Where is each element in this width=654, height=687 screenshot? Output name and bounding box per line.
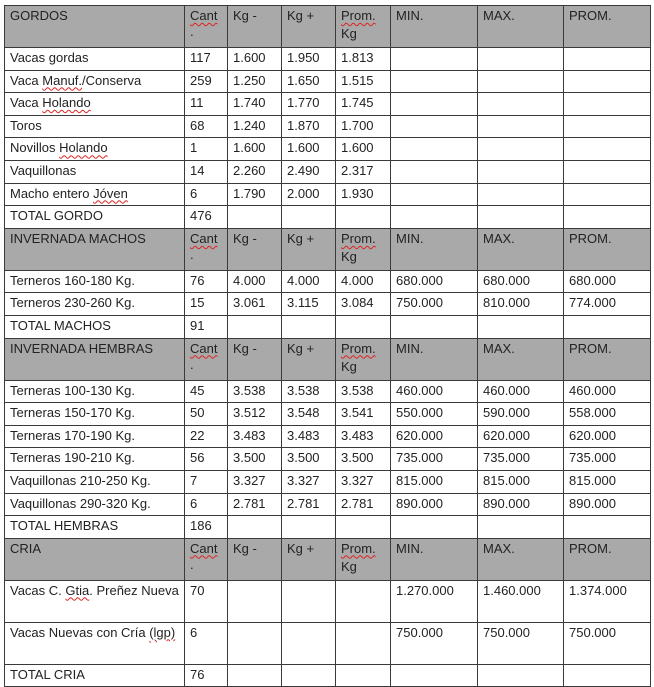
table-row <box>5 448 651 471</box>
cant: 22 <box>185 425 228 448</box>
table-row <box>5 580 651 622</box>
col-kg-max: Kg + <box>282 228 336 270</box>
kg-max: 1.870 <box>282 115 336 138</box>
max: 810.000 <box>478 293 564 316</box>
min: 1.270.000 <box>391 580 478 622</box>
prom-kg: 3.483 <box>336 425 391 448</box>
kg-max: 2.000 <box>282 183 336 206</box>
row-name: Novillos Holando <box>5 138 185 161</box>
col-prom-kg: Prom. Kg <box>336 338 391 380</box>
cant: 117 <box>185 48 228 71</box>
prom-kg: 1.600 <box>336 138 391 161</box>
prom-kg: 3.500 <box>336 448 391 471</box>
prom: 460.000 <box>564 380 651 403</box>
min <box>391 70 478 93</box>
min <box>391 160 478 183</box>
col-max: MAX. <box>478 538 564 580</box>
prom-kg: 3.327 <box>336 470 391 493</box>
table-row <box>5 293 651 316</box>
total-row <box>5 516 651 539</box>
kg-max: 3.483 <box>282 425 336 448</box>
kg-min: 1.790 <box>228 183 282 206</box>
col-min: MIN. <box>391 228 478 270</box>
kg-max: 3.500 <box>282 448 336 471</box>
total-cant: 476 <box>185 206 228 229</box>
cant: 15 <box>185 293 228 316</box>
cant: 76 <box>185 270 228 293</box>
max: 460.000 <box>478 380 564 403</box>
max <box>478 93 564 116</box>
kg-min: 3.538 <box>228 380 282 403</box>
min <box>391 93 478 116</box>
section-header-gordos <box>5 6 651 48</box>
min: 680.000 <box>391 270 478 293</box>
total-cant: 186 <box>185 516 228 539</box>
max: 750.000 <box>478 622 564 664</box>
cant: 1 <box>185 138 228 161</box>
col-cant: Cant . <box>185 538 228 580</box>
section-title: INVERNADA HEMBRAS <box>5 338 185 380</box>
cant: 259 <box>185 70 228 93</box>
max: 735.000 <box>478 448 564 471</box>
cant: 14 <box>185 160 228 183</box>
max <box>478 70 564 93</box>
kg-min: 3.500 <box>228 448 282 471</box>
max: 815.000 <box>478 470 564 493</box>
prom: 774.000 <box>564 293 651 316</box>
row-name: Terneros 160-180 Kg. <box>5 270 185 293</box>
max <box>478 160 564 183</box>
table-row <box>5 270 651 293</box>
section-header-cria <box>5 538 651 580</box>
kg-max: 3.548 <box>282 403 336 426</box>
col-prom-kg: Prom. Kg <box>336 228 391 270</box>
col-prom-kg: Prom. Kg <box>336 6 391 48</box>
kg-min: 1.600 <box>228 138 282 161</box>
total-row <box>5 315 651 338</box>
cant: 50 <box>185 403 228 426</box>
row-name: Terneras 100-130 Kg. <box>5 380 185 403</box>
kg-max: 4.000 <box>282 270 336 293</box>
kg-min: 1.740 <box>228 93 282 116</box>
min: 750.000 <box>391 293 478 316</box>
cant: 6 <box>185 183 228 206</box>
prom-kg: 3.084 <box>336 293 391 316</box>
max: 620.000 <box>478 425 564 448</box>
prom-kg <box>336 580 391 622</box>
col-prom: PROM. <box>564 538 651 580</box>
col-kg-max: Kg + <box>282 6 336 48</box>
table-row <box>5 403 651 426</box>
table-row <box>5 70 651 93</box>
kg-min <box>228 580 282 622</box>
kg-max: 3.115 <box>282 293 336 316</box>
col-kg-max: Kg + <box>282 538 336 580</box>
cant: 45 <box>185 380 228 403</box>
max <box>478 115 564 138</box>
col-kg-min: Kg - <box>228 338 282 380</box>
max: 1.460.000 <box>478 580 564 622</box>
kg-min: 1.600 <box>228 48 282 71</box>
prom-kg: 1.813 <box>336 48 391 71</box>
cant: 6 <box>185 622 228 664</box>
col-kg-min: Kg - <box>228 228 282 270</box>
table-row <box>5 470 651 493</box>
cant: 56 <box>185 448 228 471</box>
table-row <box>5 160 651 183</box>
table-row <box>5 48 651 71</box>
col-max: MAX. <box>478 338 564 380</box>
col-kg-min: Kg - <box>228 538 282 580</box>
kg-min: 2.781 <box>228 493 282 516</box>
table-row <box>5 183 651 206</box>
prom: 620.000 <box>564 425 651 448</box>
section-header-invernada-hembras <box>5 338 651 380</box>
prom-kg: 3.541 <box>336 403 391 426</box>
prom <box>564 115 651 138</box>
livestock-price-table <box>4 5 651 687</box>
min <box>391 115 478 138</box>
kg-max: 2.490 <box>282 160 336 183</box>
prom <box>564 183 651 206</box>
min: 735.000 <box>391 448 478 471</box>
prom <box>564 48 651 71</box>
col-min: MIN. <box>391 338 478 380</box>
prom-kg: 3.538 <box>336 380 391 403</box>
cant: 7 <box>185 470 228 493</box>
col-cant: Cant . <box>185 338 228 380</box>
table-row <box>5 93 651 116</box>
prom-kg: 1.515 <box>336 70 391 93</box>
kg-min: 2.260 <box>228 160 282 183</box>
prom-kg: 1.930 <box>336 183 391 206</box>
prom: 750.000 <box>564 622 651 664</box>
section-title: CRIA <box>5 538 185 580</box>
min: 460.000 <box>391 380 478 403</box>
cant: 11 <box>185 93 228 116</box>
total-label: TOTAL HEMBRAS <box>5 516 185 539</box>
prom-kg: 2.781 <box>336 493 391 516</box>
prom <box>564 138 651 161</box>
max: 680.000 <box>478 270 564 293</box>
kg-max <box>282 580 336 622</box>
row-name: Terneros 230-260 Kg. <box>5 293 185 316</box>
min <box>391 48 478 71</box>
min <box>391 138 478 161</box>
kg-max: 1.600 <box>282 138 336 161</box>
cant: 70 <box>185 580 228 622</box>
kg-min <box>228 622 282 664</box>
prom: 1.374.000 <box>564 580 651 622</box>
total-label: TOTAL CRIA <box>5 664 185 687</box>
prom: 680.000 <box>564 270 651 293</box>
prom-kg <box>336 622 391 664</box>
max <box>478 183 564 206</box>
kg-min: 3.327 <box>228 470 282 493</box>
max <box>478 138 564 161</box>
col-kg-max: Kg + <box>282 338 336 380</box>
total-row <box>5 664 651 687</box>
prom <box>564 160 651 183</box>
row-name: Vaquillonas 290-320 Kg. <box>5 493 185 516</box>
col-prom: PROM. <box>564 228 651 270</box>
row-name: Vaca Holando <box>5 93 185 116</box>
kg-max: 1.650 <box>282 70 336 93</box>
col-prom: PROM. <box>564 6 651 48</box>
prom: 815.000 <box>564 470 651 493</box>
col-cant: Cant . <box>185 6 228 48</box>
max <box>478 48 564 71</box>
prom <box>564 93 651 116</box>
table-row <box>5 115 651 138</box>
kg-max: 3.327 <box>282 470 336 493</box>
kg-min: 1.250 <box>228 70 282 93</box>
kg-max: 2.781 <box>282 493 336 516</box>
total-label: TOTAL MACHOS <box>5 315 185 338</box>
prom-kg: 2.317 <box>336 160 391 183</box>
prom-kg: 1.700 <box>336 115 391 138</box>
prom <box>564 70 651 93</box>
prom: 890.000 <box>564 493 651 516</box>
total-cant: 91 <box>185 315 228 338</box>
col-max: MAX. <box>478 6 564 48</box>
row-name: Vaquillonas 210-250 Kg. <box>5 470 185 493</box>
total-row <box>5 206 651 229</box>
cant: 68 <box>185 115 228 138</box>
section-title: INVERNADA MACHOS <box>5 228 185 270</box>
section-header-invernada-machos <box>5 228 651 270</box>
kg-min: 3.483 <box>228 425 282 448</box>
kg-max: 1.950 <box>282 48 336 71</box>
kg-max: 1.770 <box>282 93 336 116</box>
kg-min: 3.061 <box>228 293 282 316</box>
max: 590.000 <box>478 403 564 426</box>
min: 890.000 <box>391 493 478 516</box>
min: 815.000 <box>391 470 478 493</box>
section-title: GORDOS <box>5 6 185 48</box>
table-row <box>5 138 651 161</box>
min: 750.000 <box>391 622 478 664</box>
min <box>391 183 478 206</box>
row-name: Terneras 170-190 Kg. <box>5 425 185 448</box>
total-cant: 76 <box>185 664 228 687</box>
prom-kg: 4.000 <box>336 270 391 293</box>
prom: 735.000 <box>564 448 651 471</box>
table-row <box>5 493 651 516</box>
kg-max: 3.538 <box>282 380 336 403</box>
col-kg-min: Kg - <box>228 6 282 48</box>
kg-max <box>282 622 336 664</box>
table-row <box>5 425 651 448</box>
min: 550.000 <box>391 403 478 426</box>
row-name: Vacas C. Gtia. Preñez Nueva <box>5 580 185 622</box>
row-name: Vaca Manuf./Conserva <box>5 70 185 93</box>
table-row <box>5 380 651 403</box>
col-max: MAX. <box>478 228 564 270</box>
prom-kg: 1.745 <box>336 93 391 116</box>
row-name: Terneras 190-210 Kg. <box>5 448 185 471</box>
col-prom: PROM. <box>564 338 651 380</box>
kg-min: 1.240 <box>228 115 282 138</box>
row-name: Vaquillonas <box>5 160 185 183</box>
kg-min: 3.512 <box>228 403 282 426</box>
col-min: MIN. <box>391 6 478 48</box>
total-label: TOTAL GORDO <box>5 206 185 229</box>
table-row <box>5 622 651 664</box>
col-prom-kg: Prom. Kg <box>336 538 391 580</box>
row-name: Toros <box>5 115 185 138</box>
col-min: MIN. <box>391 538 478 580</box>
max: 890.000 <box>478 493 564 516</box>
kg-min: 4.000 <box>228 270 282 293</box>
col-cant: Cant . <box>185 228 228 270</box>
cant: 6 <box>185 493 228 516</box>
row-name: Macho entero Jóven <box>5 183 185 206</box>
row-name: Vacas Nuevas con Cría (lgp) <box>5 622 185 664</box>
prom: 558.000 <box>564 403 651 426</box>
min: 620.000 <box>391 425 478 448</box>
row-name: Vacas gordas <box>5 48 185 71</box>
row-name: Terneras 150-170 Kg. <box>5 403 185 426</box>
